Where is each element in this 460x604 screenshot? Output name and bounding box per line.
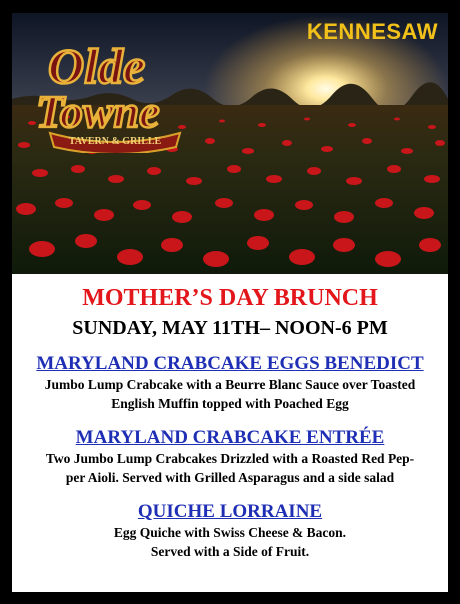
menu-item-name: QUICHE LORRAINE bbox=[137, 501, 323, 522]
menu-item-description-line: Two Jumbo Lump Crabcakes Drizzled with a Roasted Red Pep- bbox=[45, 451, 415, 466]
event-title: MOTHER’S DAY BRUNCH bbox=[82, 285, 378, 311]
menu-item-description-line: English Muffin topped with Poached Egg bbox=[111, 396, 349, 411]
logo-word-towne: Towne bbox=[36, 86, 160, 137]
menu-item-name: MARYLAND CRABCAKE EGGS BENEDICT bbox=[36, 353, 424, 374]
menu-item-description bbox=[12, 449, 448, 487]
menu-item-name: MARYLAND CRABCAKE ENTRÉE bbox=[75, 427, 385, 448]
menu-item bbox=[12, 353, 448, 413]
menu-item-description bbox=[12, 375, 448, 413]
menu-item bbox=[12, 427, 448, 487]
menu-panel bbox=[12, 274, 448, 592]
menu-item bbox=[12, 501, 448, 561]
logo-word-olde: Olde bbox=[48, 38, 146, 94]
olde-towne-logo bbox=[30, 23, 200, 153]
event-date-time: SUNDAY, MAY 11TH– NOON-6 PM bbox=[72, 317, 388, 339]
menu-item-description bbox=[12, 523, 448, 561]
menu-item-description-line: per Aioli. Served with Grilled Asparagus and a side salad bbox=[65, 470, 395, 485]
menu-item-description-line: Served with a Side of Fruit. bbox=[150, 544, 310, 559]
location-label: KENNESAW bbox=[306, 19, 438, 44]
poppy-field-photo bbox=[12, 13, 448, 274]
menu-item-description-line: Jumbo Lump Crabcake with a Beurre Blanc Sauce over Toasted bbox=[44, 377, 416, 392]
menu-item-description-line: Egg Quiche with Swiss Cheese & Bacon. bbox=[113, 525, 347, 540]
logo-banner-text: TAVERN & GRILLE bbox=[68, 136, 162, 147]
